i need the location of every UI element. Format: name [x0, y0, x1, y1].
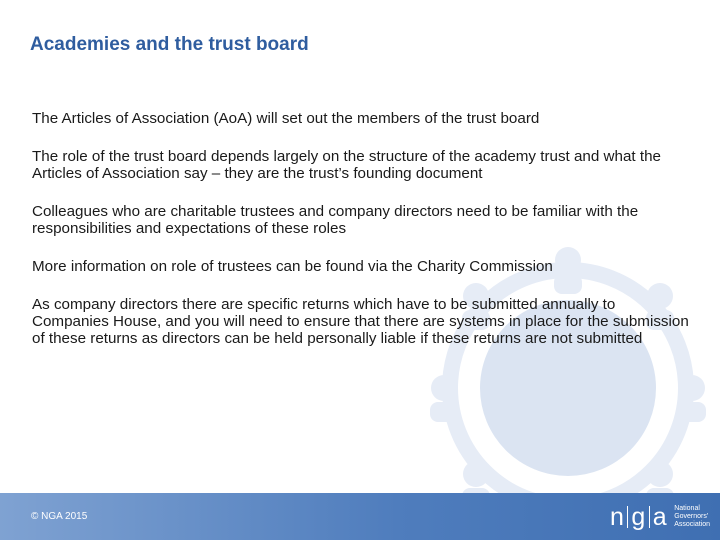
body-paragraph-companies-house: As company directors there are specific returns which have to be submitted annually to Companies House, and you will need to ensure that there are systems in place for the submission of these returns as directors can be held personally liable if these returns are not submitted	[32, 296, 689, 347]
body-paragraph-colleagues: Colleagues who are charitable trustees and company directors need to be familiar with the responsibilities and expectations of these roles	[32, 203, 639, 237]
logo-divider	[627, 506, 628, 528]
slide-body	[32, 110, 692, 368]
copyright-text: © NGA 2015	[31, 511, 88, 522]
logo-line-1: National	[674, 505, 700, 512]
logo-mark-g: g	[631, 502, 646, 531]
logo-mark-a: a	[652, 502, 668, 531]
logo-wordmark	[674, 505, 710, 529]
footer-bar	[0, 493, 720, 540]
slide-title: Academies and the trust board	[30, 34, 309, 55]
logo-line-2: Governors'	[674, 513, 709, 520]
body-paragraph-aoa: The Articles of Association (AoA) will set out the members of the trust board	[32, 110, 540, 127]
body-paragraph-role: The role of the trust board depends largely on the structure of the academy trust and what the Articles of Association say – they are the trust’s founding document	[32, 148, 661, 182]
body-paragraph-charity-commission: More information on role of trustees can be found via the Charity Commission	[32, 258, 553, 275]
logo-divider	[649, 506, 650, 528]
logo-mark-n: n	[609, 502, 625, 531]
nga-logo	[610, 500, 710, 534]
logo-line-3: Association	[674, 521, 710, 528]
